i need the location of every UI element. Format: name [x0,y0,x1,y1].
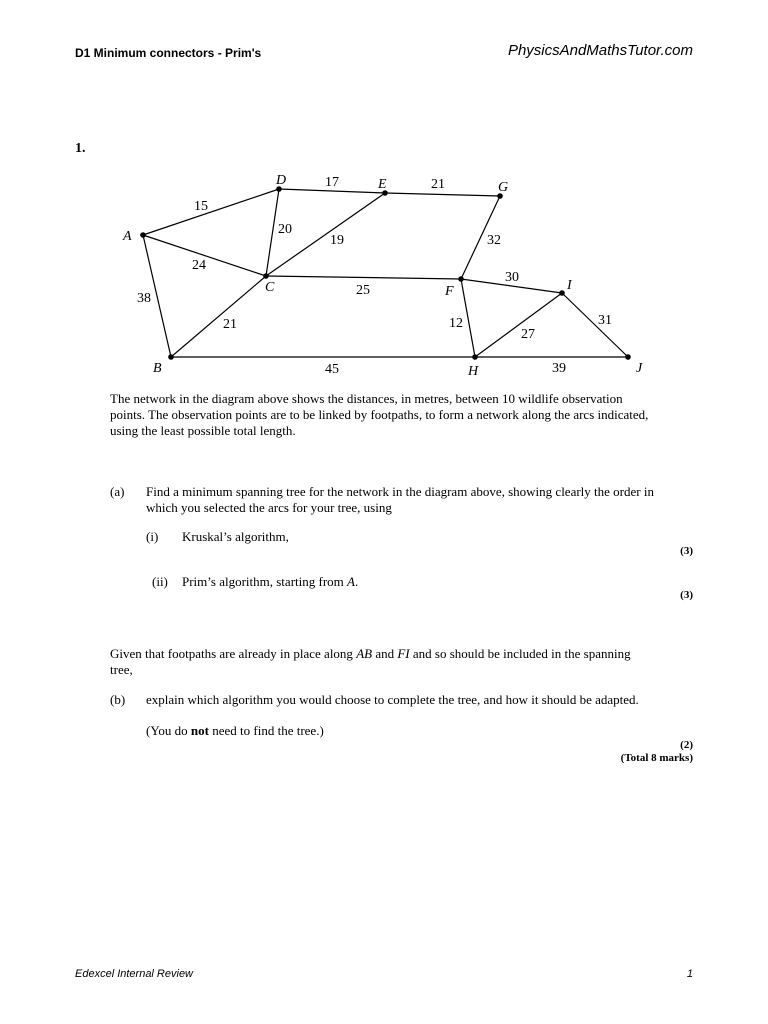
node-label-d: D [276,173,287,188]
edge-weight-ce: 19 [330,233,344,248]
edge-weight-fh: 12 [449,316,463,331]
edge-weight-ab: 38 [137,291,151,306]
edge-weight-dc: 20 [278,222,292,237]
edge-weight-gf: 32 [487,233,501,248]
total-marks: (Total 8 marks) [620,752,693,764]
node-label-c: C [265,280,275,295]
edge-hi [475,293,562,357]
edge-weight-bh: 45 [325,362,339,377]
node-f [458,276,464,282]
part-b-marks: (2) [680,739,693,751]
part-a-label: (a) [110,484,125,499]
part-a-ii-label: (ii) [152,574,168,589]
question-intro: The network in the diagram above shows the distances, in metres, between 10 wildlife observation points. The observation points are to be linked by footpaths, to form a network along the arcs indicated, using the least possible total length. [110,391,649,438]
page-header-title: D1 Minimum connectors - Prim's [75,46,262,60]
part-b-text: explain which algorithm you would choose to complete the tree, and how it should be adapted. [146,692,639,707]
part-a-text: Find a minimum spanning tree for the network in the diagram above, showing clearly the order in which you selected the arcs for your tree, using [146,484,654,515]
node-j [625,354,631,360]
part-a-i-marks: (3) [680,545,693,557]
node-label-h: H [468,364,479,379]
page-number: 1 [686,968,693,980]
edge-weight-cf: 25 [356,283,370,298]
footer-source: Edexcel Internal Review [75,968,194,980]
node-c [263,273,269,279]
edge-weight-bc: 21 [223,317,237,332]
edge-cf [266,276,461,279]
edge-weight-fi: 30 [505,270,519,285]
question-number: 1. [75,141,86,156]
part-a-ii-text: Prim’s algorithm, starting from A. [182,574,359,589]
edge-ad [143,189,279,235]
node-h [472,354,478,360]
edge-weight-hj: 39 [552,361,566,376]
node-label-i: I [567,278,572,293]
edge-weight-ad: 15 [194,199,208,214]
node-label-a: A [123,229,132,244]
part-a-ii-marks: (3) [680,589,693,601]
node-label-e: E [378,177,387,192]
node-label-g: G [498,180,509,195]
edge-eg [385,193,500,196]
node-a [140,232,146,238]
edge-weight-hi: 27 [521,327,535,342]
part-b-label: (b) [110,692,126,707]
edge-fh [461,279,475,357]
edge-weight-eg: 21 [431,177,445,192]
node-label-f: F [445,284,454,299]
part-a-i-text: Kruskal’s algorithm, [182,529,289,544]
edge-ij [562,293,628,357]
node-label-j: J [636,361,643,376]
node-i [559,290,565,296]
part-b-note: (You do not need to find the tree.) [146,723,324,738]
edge-weight-ac: 24 [192,258,206,273]
part-a-i-label: (i) [146,529,159,544]
site-name: PhysicsAndMathsTutor.com [507,42,693,59]
edge-bc [171,276,266,357]
edge-weight-ij: 31 [598,313,612,328]
given-statement: Given that footpaths are already in place along AB and FI and so should be included in the spanning tree, [110,646,631,677]
network-diagram [0,0,768,390]
edge-weight-de: 17 [325,175,339,190]
node-b [168,354,174,360]
node-label-b: B [153,361,162,376]
